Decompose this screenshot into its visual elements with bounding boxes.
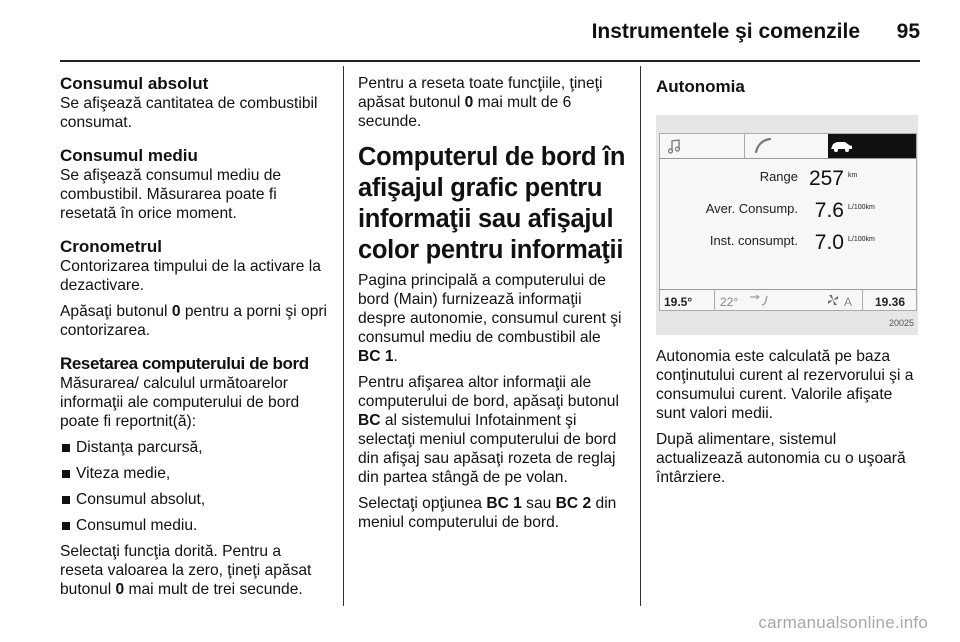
music-note-icon (660, 134, 744, 158)
section-heading: Cronometrul (60, 237, 162, 256)
section-consumul-mediu (60, 146, 328, 223)
left-temperature: 19.5° (664, 295, 693, 309)
section-heading: Consumul absolut (60, 74, 209, 93)
paragraph: Măsurarea/ calculul următoarelor informaţii ale computerului de bord poate fi reportnit(ă): (60, 375, 300, 430)
major-heading: Computerul de bord în afişajul grafic pentru informaţii sau afişajul color pentru informaţii (358, 143, 626, 264)
text-run: Pagina principală a computerului de bord (Main) furnizează informaţii despre autonomie, consumul curent şi consumul mediu de combustibil ale (358, 272, 622, 346)
average-consumption-value: 7.6 (814, 199, 844, 222)
phone-icon (744, 134, 828, 158)
text-run: Pentru a reseta toate funcţiile, ţineţi apăsat butonul (358, 75, 603, 111)
status-separator (862, 290, 863, 310)
clock: 19.36 (875, 295, 906, 309)
paragraph (358, 271, 626, 366)
paragraph (60, 542, 328, 599)
column-right (656, 74, 924, 487)
car-icon (828, 134, 916, 158)
climate-status-bar (660, 289, 916, 310)
bullet-list (60, 438, 328, 535)
text-run: mai mult de 6 secunde. (358, 94, 572, 130)
instant-consumption-value: 7.0 (814, 231, 844, 254)
text-run: mai mult de trei secunde. (124, 581, 303, 598)
paragraph (60, 302, 328, 340)
page-number: 95 (896, 20, 920, 43)
menu-reference: BC 2 (555, 495, 592, 512)
watermark: carmanualsonline.info (758, 613, 928, 632)
text-run: Selectaţi funcţia dorită. Pentru a reseta valoarea la zero, ţineţi apăsat butonul (60, 543, 312, 598)
text-run: Apăsaţi butonul (60, 303, 172, 320)
text-run: sau (521, 495, 556, 512)
section-heading: Consumul mediu (60, 146, 198, 165)
tab-audio (660, 134, 745, 158)
paragraph: Contorizarea timpului de la activare la dezactivare. (60, 258, 321, 294)
text-run: din meniul computerului de bord. (358, 495, 617, 531)
status-separator (714, 290, 715, 310)
button-reference: BC (358, 412, 381, 429)
section-resetare (60, 354, 328, 599)
list-item: Distanţa parcursă, (60, 438, 328, 457)
figure-number: 20025 (888, 318, 914, 328)
text-run: . (393, 348, 398, 365)
tab-vehicle (828, 134, 916, 158)
paragraph: Autonomia este calculată pe baza conţinutului curent al rezervorului şi a consumului curent. Valorile afişate sunt valori medii. (656, 348, 914, 422)
fan-icon (826, 293, 840, 307)
text-run: pentru a porni şi opri contorizarea. (60, 303, 328, 339)
header-divider (60, 60, 920, 62)
average-consumption-row (660, 192, 916, 222)
list-item: Consumul absolut, (60, 490, 328, 509)
section-heading: Autonomia (656, 77, 745, 96)
paragraph: Se afişează cantitatea de combustibil consumat. (60, 95, 318, 131)
range-unit: km (848, 172, 858, 179)
column-left (60, 74, 328, 608)
paragraph (358, 74, 626, 131)
tab-phone (744, 134, 829, 158)
text-run: Selectaţi opţiunea (358, 495, 487, 512)
section-heading: Resetarea computerului de bord (60, 354, 309, 373)
column-divider (640, 66, 641, 606)
paragraph (358, 373, 626, 487)
column-middle (358, 74, 626, 532)
display-illustration (656, 115, 918, 335)
menu-reference: BC 1 (358, 348, 394, 365)
button-reference: 0 (171, 303, 181, 320)
text-run: Pentru afişarea altor informaţii ale computerului de bord, apăsaţi butonul (358, 374, 619, 410)
air-distribution-icon (748, 292, 772, 308)
info-display-screen (659, 133, 917, 311)
column-divider (343, 66, 344, 606)
list-item: Viteza medie, (60, 464, 328, 483)
average-consumption-unit: L/100km (848, 204, 875, 211)
range-value: 257 (808, 167, 844, 190)
display-tab-bar (660, 134, 916, 159)
paragraph: După alimentare, sistemul actualizează autonomia cu o uşoară întârziere. (656, 431, 906, 486)
text-run: al sistemului Infotainment şi selectaţi meniul computerului de bord din afişaj sau apăsaţi rozeta de reglaj din partea stângă de pe volan. (358, 412, 617, 486)
button-reference: 0 (464, 94, 474, 111)
section-cronometrul (60, 237, 328, 340)
right-temperature: 22° (720, 295, 739, 309)
range-label: Range (759, 169, 798, 184)
average-consumption-label: Aver. Consump. (705, 201, 798, 216)
menu-reference: BC 1 (486, 495, 522, 512)
instant-consumption-row (660, 224, 916, 254)
running-header-title: Instrumentele şi comenzile (591, 20, 860, 43)
instant-consumption-unit: L/100km (848, 236, 875, 243)
range-row (660, 160, 916, 190)
paragraph: Se afişează consumul mediu de combustibil. Măsurarea poate fi resetată în orice moment. (60, 167, 282, 222)
instant-consumption-label: Inst. consumpt. (709, 233, 798, 248)
section-consumul-absolut (60, 74, 328, 132)
paragraph (358, 494, 626, 532)
button-reference: 0 (115, 581, 125, 598)
auto-mode-indicator: A (844, 295, 853, 309)
list-item: Consumul mediu. (60, 516, 328, 535)
